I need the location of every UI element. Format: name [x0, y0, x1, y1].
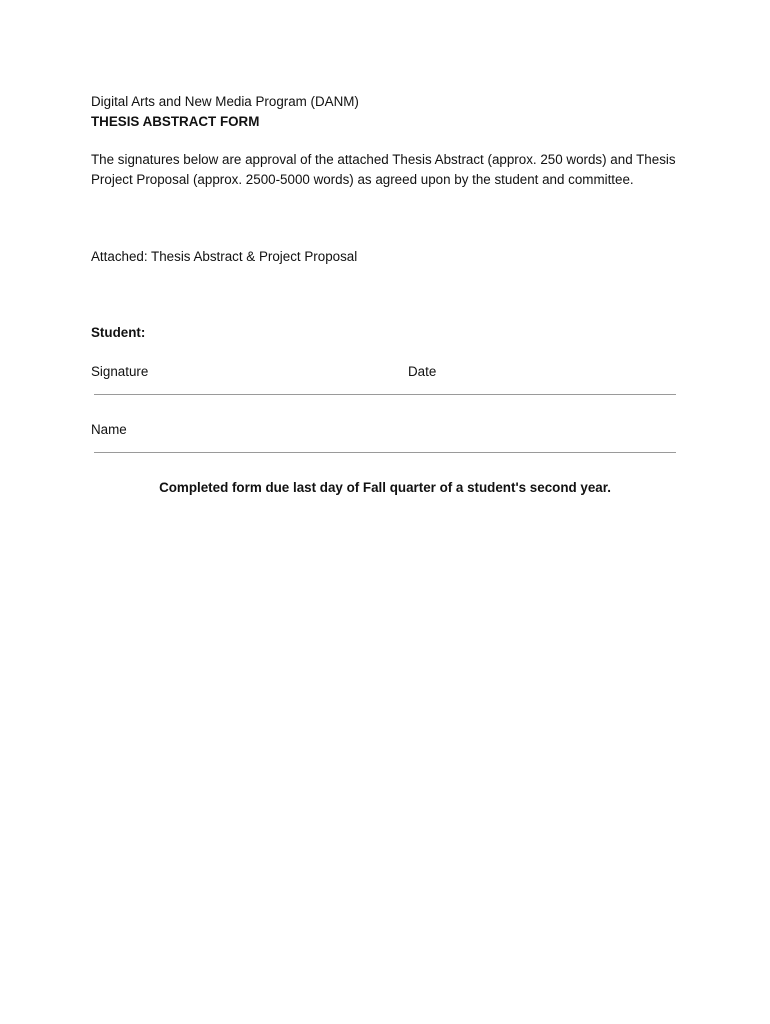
approval-statement: The signatures below are approval of the attached Thesis Abstract (approx. 250 words) and Thesis Project Proposal (approx. 2500-5000 words) as agreed upon by the student and committee.	[91, 152, 676, 187]
program-name: Digital Arts and New Media Program (DANM)	[91, 94, 359, 109]
signature-label: Signature	[91, 364, 149, 379]
name-line[interactable]	[94, 452, 676, 453]
form-title: THESIS ABSTRACT FORM	[91, 114, 260, 129]
name-label: Name	[91, 422, 127, 437]
attachments-note: Attached: Thesis Abstract & Project Proposal	[91, 249, 358, 264]
date-label: Date	[408, 364, 437, 379]
signature-line[interactable]	[94, 394, 676, 395]
student-section-heading: Student:	[91, 325, 146, 340]
due-date-note: Completed form due last day of Fall quarter of a student's second year.	[159, 480, 611, 495]
